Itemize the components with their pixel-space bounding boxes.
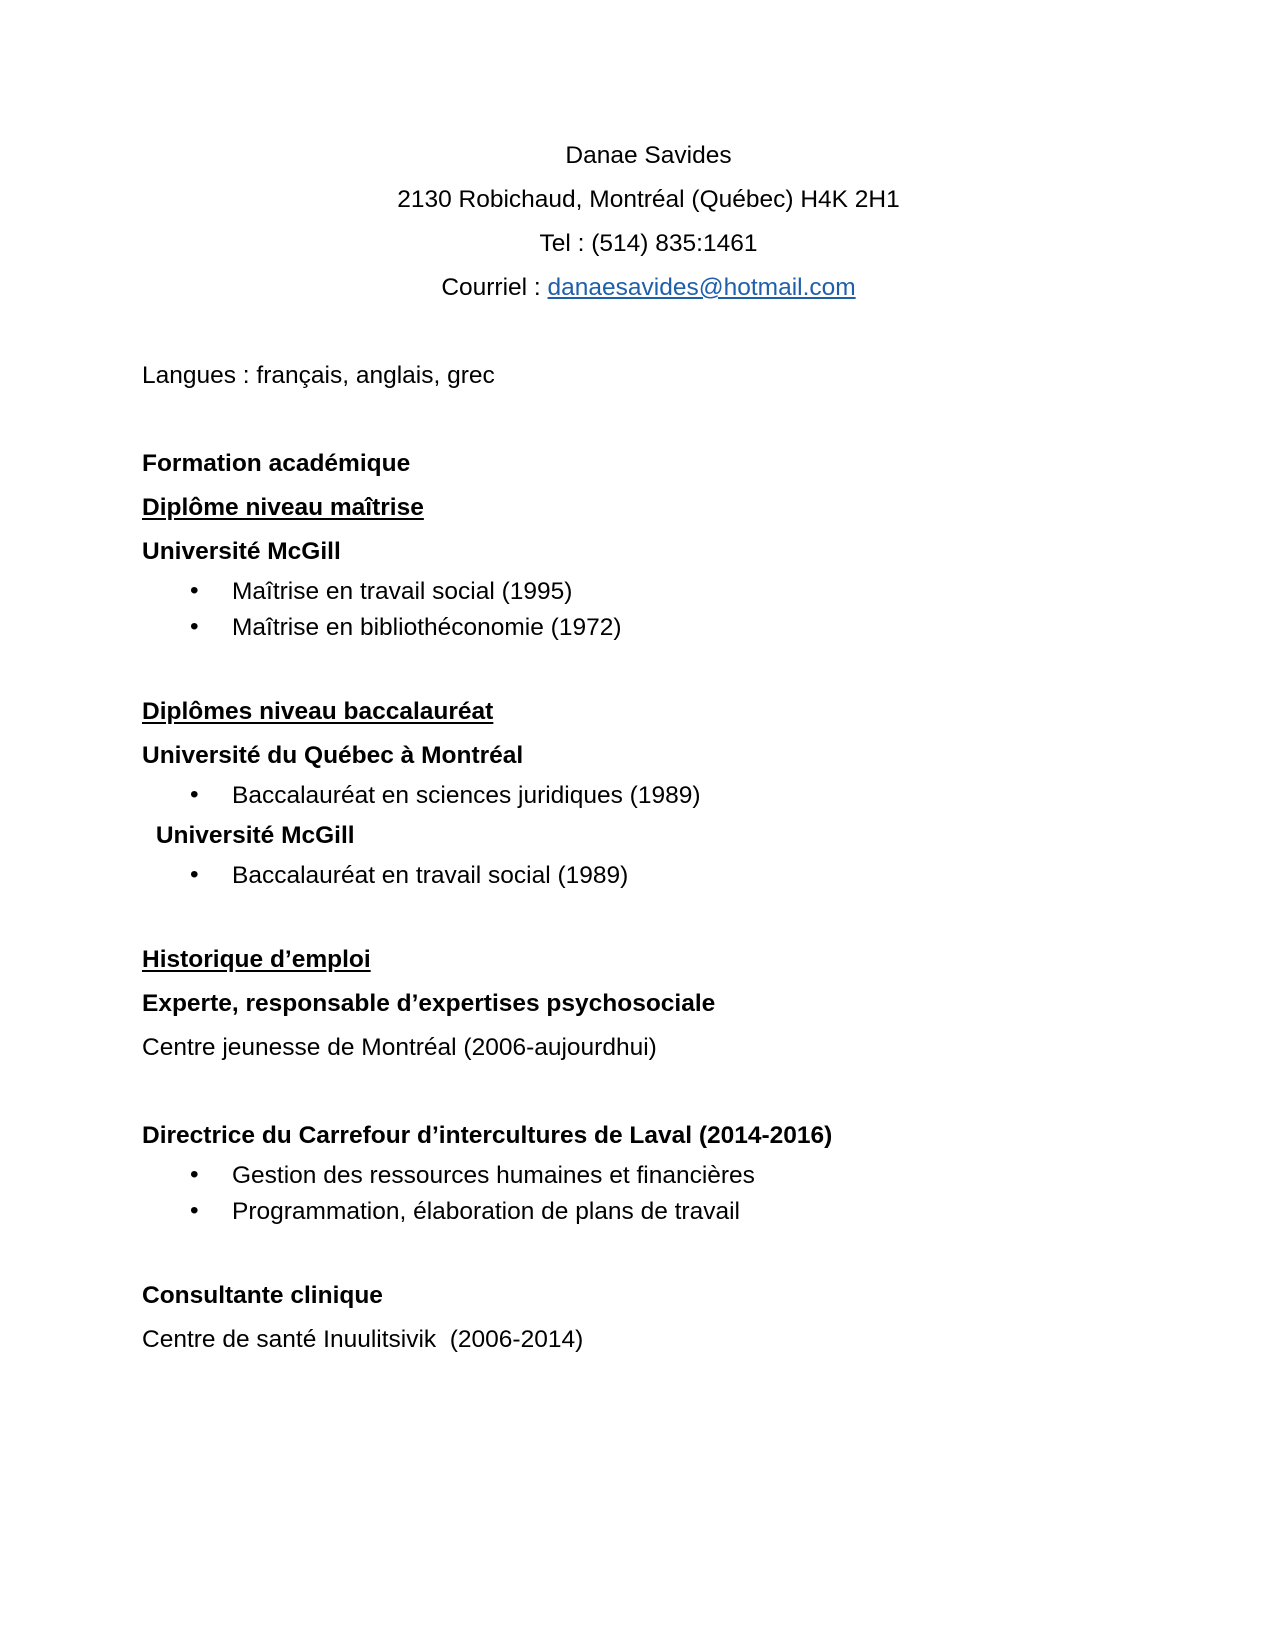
job-title-3: Consultante clinique — [142, 1282, 383, 1309]
education-heading: Formation académique — [142, 450, 411, 477]
spacer — [142, 646, 1155, 690]
contact-header — [142, 134, 1155, 310]
education-section — [142, 442, 1155, 894]
bachelors-mcgill-degree-list — [142, 858, 1155, 894]
candidate-phone: Tel : (514) 835:1461 — [539, 230, 758, 257]
candidate-address: 2130 Robichaud, Montréal (Québec) H4K 2H1 — [397, 186, 900, 213]
employment-heading: Historique d’emploi — [142, 946, 371, 973]
candidate-email-line — [142, 266, 1155, 310]
job-employer-1: Centre jeunesse de Montréal (2006-aujourdhui) — [142, 1034, 657, 1061]
masters-degree-list — [142, 574, 1155, 646]
spacer — [142, 310, 1155, 354]
list-item: • Baccalauréat en travail social (1989) — [190, 858, 1155, 894]
spacer — [142, 1230, 1155, 1274]
masters-institution: Université McGill — [142, 538, 341, 565]
job-title-1: Experte, responsable d’expertises psychosociale — [142, 990, 716, 1017]
list-item: • Gestion des ressources humaines et financières — [190, 1158, 1155, 1194]
list-item: • Programmation, élaboration de plans de travail — [190, 1194, 1155, 1230]
list-item: • Baccalauréat en sciences juridiques (1989) — [190, 778, 1155, 814]
candidate-name: Danae Savides — [565, 142, 732, 169]
list-item: • Maîtrise en travail social (1995) — [190, 574, 1155, 610]
masters-heading: Diplôme niveau maîtrise — [142, 494, 424, 521]
email-link[interactable]: danaesavides@hotmail.com — [547, 274, 856, 301]
email-label: Courriel : — [441, 274, 548, 301]
job-title-2: Directrice du Carrefour d’intercultures de Laval (2014-2016) — [142, 1122, 833, 1149]
languages-section — [142, 354, 1155, 398]
spacer — [142, 398, 1155, 442]
spacer — [142, 894, 1155, 938]
job-2-duties-list — [142, 1158, 1155, 1230]
job-employer-3: Centre de santé Inuulitsivik (2006-2014) — [142, 1326, 584, 1353]
spacer — [142, 1070, 1155, 1114]
bachelors-heading: Diplômes niveau baccalauréat — [142, 698, 494, 725]
employment-section — [142, 938, 1155, 1362]
bachelors-uqam-degree-list — [142, 778, 1155, 814]
bachelors-institution-mcgill: Université McGill — [149, 822, 355, 849]
bachelors-institution-uqam: Université du Québec à Montréal — [142, 742, 524, 769]
languages-line: Langues : français, anglais, grec — [142, 362, 495, 389]
list-item: • Maîtrise en bibliothéconomie (1972) — [190, 610, 1155, 646]
